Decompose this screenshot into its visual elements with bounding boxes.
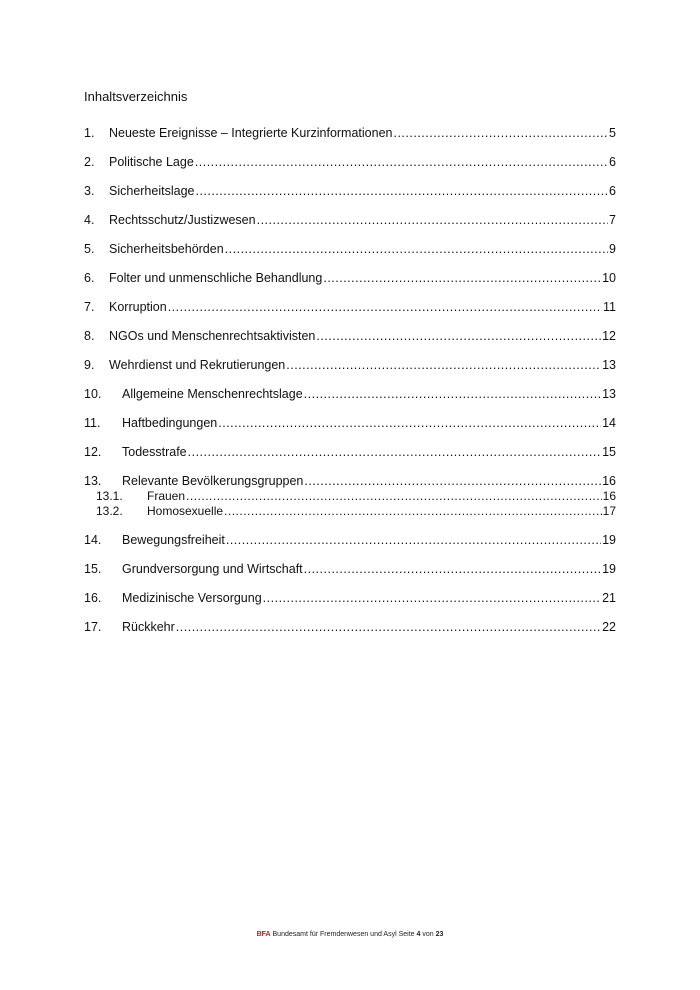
toc-entry-number: 3. bbox=[84, 184, 95, 198]
dot-leader bbox=[168, 299, 602, 315]
dot-leader bbox=[263, 590, 601, 606]
footer-agency-name: Bundesamt für Fremdenwesen und Asyl bbox=[272, 931, 397, 938]
toc-entry-page: 19 bbox=[602, 533, 616, 547]
toc-entry-page: 16 bbox=[602, 489, 616, 503]
dot-leader bbox=[188, 444, 601, 460]
toc-entry-15[interactable] bbox=[84, 561, 616, 577]
toc-entry-14[interactable] bbox=[84, 532, 616, 548]
dot-leader bbox=[218, 415, 601, 431]
toc-entry-page: 7 bbox=[609, 213, 616, 227]
toc-entry-number: 13.2. bbox=[96, 504, 123, 518]
table-of-contents bbox=[84, 0, 616, 990]
dot-leader bbox=[195, 183, 608, 199]
toc-entry-number: 8. bbox=[84, 329, 95, 343]
toc-entry-4[interactable] bbox=[84, 212, 616, 228]
toc-entry-page: 15 bbox=[602, 445, 616, 459]
dot-leader bbox=[176, 619, 601, 635]
toc-entry-number: 12. bbox=[84, 445, 102, 459]
toc-entry-page: 21 bbox=[602, 591, 616, 605]
toc-entry-page: 12 bbox=[602, 329, 616, 343]
dot-leader bbox=[195, 154, 608, 170]
toc-entry-number: 5. bbox=[84, 242, 95, 256]
footer-page-total: 23 bbox=[435, 931, 444, 938]
footer-page-of: von bbox=[422, 931, 434, 938]
toc-entry-label: Frauen bbox=[147, 489, 186, 503]
toc-title: Inhaltsverzeichnis bbox=[84, 89, 188, 104]
toc-entry-label: Relevante Bevölkerungsgruppen bbox=[122, 474, 304, 488]
toc-entry-3[interactable] bbox=[84, 183, 616, 199]
toc-entry-page: 13 bbox=[602, 387, 616, 401]
toc-entry-label: Todesstrafe bbox=[122, 445, 187, 459]
toc-entry-2[interactable] bbox=[84, 154, 616, 170]
toc-entry-label: Korruption bbox=[109, 300, 167, 314]
toc-entry-label: Rückkehr bbox=[122, 620, 175, 634]
toc-entry-label: Sicherheitslage bbox=[109, 184, 195, 198]
toc-entry-page: 14 bbox=[602, 416, 616, 430]
toc-entry-page: 22 bbox=[602, 620, 616, 634]
toc-entry-10[interactable] bbox=[84, 386, 616, 402]
toc-entry-number: 6. bbox=[84, 271, 95, 285]
dot-leader bbox=[316, 328, 601, 344]
toc-entry-label: Grundversorgung und Wirtschaft bbox=[122, 562, 303, 576]
toc-entry-label: Sicherheitsbehörden bbox=[109, 242, 224, 256]
toc-entry-number: 14. bbox=[84, 533, 102, 547]
dot-leader bbox=[393, 125, 608, 141]
toc-entry-17[interactable] bbox=[84, 619, 616, 635]
toc-entry-number: 15. bbox=[84, 562, 102, 576]
toc-entry-number: 9. bbox=[84, 358, 95, 372]
dot-leader bbox=[286, 357, 601, 373]
toc-entry-5[interactable] bbox=[84, 241, 616, 257]
dot-leader bbox=[304, 561, 601, 577]
toc-entry-number: 13. bbox=[84, 474, 102, 488]
toc-entry-13[interactable] bbox=[84, 473, 616, 489]
toc-entry-page: 11 bbox=[603, 300, 616, 314]
toc-entry-label: Haftbedingungen bbox=[122, 416, 218, 430]
toc-entry-1[interactable] bbox=[84, 125, 616, 141]
toc-entry-label: NGOs und Menschenrechtsaktivisten bbox=[109, 329, 316, 343]
toc-entry-page: 10 bbox=[602, 271, 616, 285]
toc-entry-number: 13.1. bbox=[96, 489, 123, 503]
dot-leader bbox=[225, 241, 608, 257]
dot-leader bbox=[257, 212, 608, 228]
toc-entry-8[interactable] bbox=[84, 328, 616, 344]
footer-page-label: Seite bbox=[398, 931, 415, 938]
toc-entry-label: Neueste Ereignisse – Integrierte Kurzinformationen bbox=[109, 126, 393, 140]
dot-leader bbox=[323, 270, 601, 286]
dot-leader bbox=[304, 386, 601, 402]
toc-entry-11[interactable] bbox=[84, 415, 616, 431]
toc-entry-number: 17. bbox=[84, 620, 102, 634]
toc-entry-number: 7. bbox=[84, 300, 95, 314]
toc-entry-label: Medizinische Versorgung bbox=[122, 591, 262, 605]
toc-entry-label: Allgemeine Menschenrechtslage bbox=[122, 387, 303, 401]
toc-entry-16[interactable] bbox=[84, 590, 616, 606]
toc-entry-page: 17 bbox=[602, 504, 616, 518]
toc-entry-label: Folter und unmenschliche Behandlung bbox=[109, 271, 323, 285]
toc-entry-label: Politische Lage bbox=[109, 155, 194, 169]
page-footer bbox=[0, 931, 700, 938]
toc-entry-page: 6 bbox=[609, 184, 616, 198]
toc-entry-page: 19 bbox=[602, 562, 616, 576]
dot-leader bbox=[304, 473, 601, 489]
toc-entry-6[interactable] bbox=[84, 270, 616, 286]
dot-leader bbox=[186, 488, 602, 504]
toc-entry-page: 5 bbox=[609, 126, 616, 140]
dot-leader bbox=[226, 532, 601, 548]
toc-entry-13-2[interactable] bbox=[96, 503, 616, 519]
dot-leader bbox=[224, 503, 602, 519]
toc-entry-12[interactable] bbox=[84, 444, 616, 460]
toc-entry-page: 9 bbox=[609, 242, 616, 256]
toc-entry-9[interactable] bbox=[84, 357, 616, 373]
toc-entry-number: 10. bbox=[84, 387, 102, 401]
toc-entry-number: 2. bbox=[84, 155, 95, 169]
toc-entry-7[interactable] bbox=[84, 299, 616, 315]
toc-entry-page: 13 bbox=[602, 358, 616, 372]
footer-page-current: 4 bbox=[416, 931, 421, 938]
bfa-brand-mark: BFA bbox=[256, 931, 271, 938]
toc-entry-label: Rechtsschutz/Justizwesen bbox=[109, 213, 256, 227]
toc-entry-13-1[interactable] bbox=[96, 488, 616, 504]
toc-entry-page: 6 bbox=[609, 155, 616, 169]
toc-entry-number: 11. bbox=[84, 416, 101, 430]
toc-entry-number: 16. bbox=[84, 591, 102, 605]
toc-entry-label: Homosexuelle bbox=[147, 504, 224, 518]
toc-entry-number: 1. bbox=[84, 126, 95, 140]
toc-entry-label: Wehrdienst und Rekrutierungen bbox=[109, 358, 286, 372]
toc-entry-label: Bewegungsfreiheit bbox=[122, 533, 225, 547]
toc-entry-number: 4. bbox=[84, 213, 95, 227]
toc-entry-page: 16 bbox=[602, 474, 616, 488]
